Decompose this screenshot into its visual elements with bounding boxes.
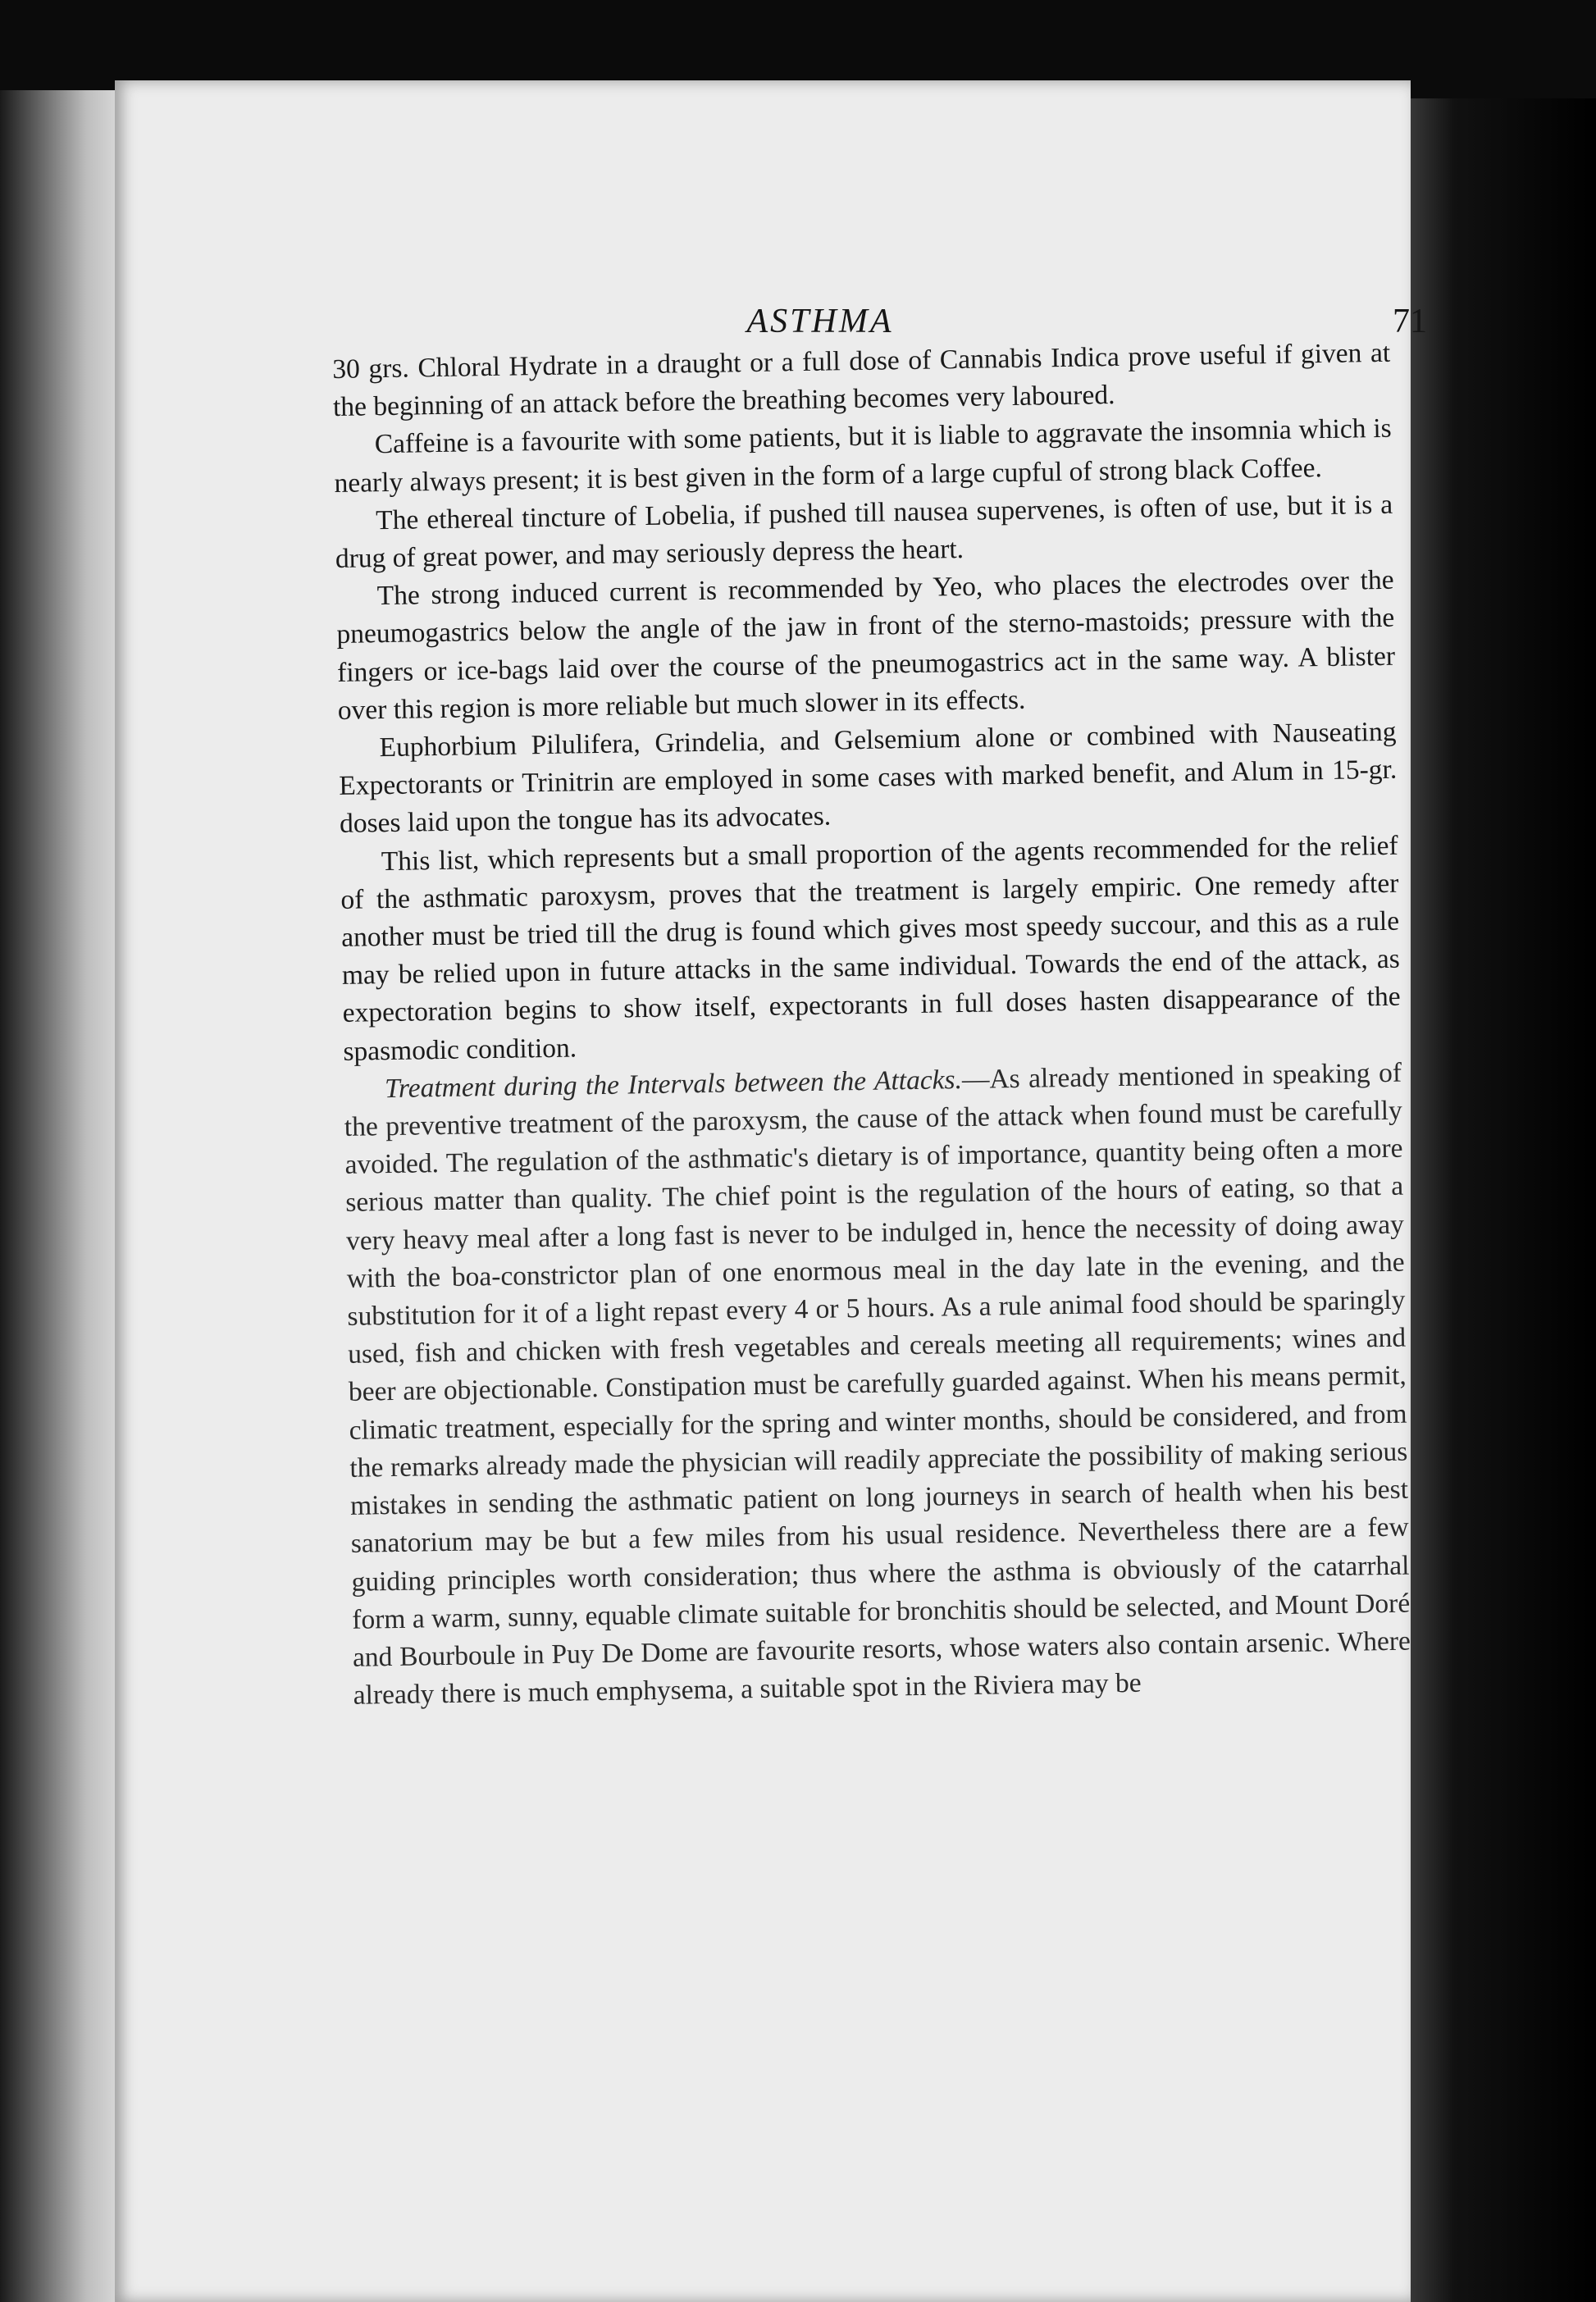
paragraph: Euphorbium Pilulifera, Grindelia, and Gelsemium alone or combined with Nauseating Expectorants or Trinitrin are employed in some cases with marked benefit, and Alum in 15-gr. doses laid upon the tongue has its advocates. — [339, 716, 1398, 840]
paragraph: The strong induced current is recommended by Yeo, who places the electrodes over the pneumogastrics below the angle of the jaw in front of the sterno-mastoids; pressure with the fingers or ice-bags laid over the course of the pneumogastrics act in the same way. A blister over this region is more reliable but much slower in its effects. — [336, 564, 1396, 726]
body-text — [332, 335, 1411, 1715]
side-heading: Treatment during the Intervals between the Attacks. — [384, 1064, 963, 1104]
paragraph-treatment-intervals — [344, 1054, 1411, 1715]
paragraph-body: —As already mentioned in speaking of the preventive treatment of the paroxysm, the cause of the attack when found must be carefully avoided. The regulation of the asthmatic's dietary is of importance, quantity being often a more serious matter than quality. The chief point is the regulation of the hours of eating, so that a very heavy meal after a long fast is never to be indulged in, hence the necessity of doing away with the boa-constrictor plan of one enormous meal in the day late in the evening, and the substitution for it of a light repast every 4 or 5 hours. As a rule animal food should be sparingly used, fish and chicken with fresh vegetables and cereals meeting all requirements; wines and beer are objectionable. Constipation must be carefully guarded against. When his means permit, climatic treatment, especially for the spring and winter months, should be considered, and from the remarks already made the physician will readily appreciate the possibility of making serious mistakes in sending the asthmatic patient on long journeys in search of health when his best sanatorium may be but a few miles from his usual residence. Nevertheless there are a few guiding principles worth consideration; thus where the asthma is obviously of the catarrhal form a warm, sunny, equable climate suitable for bronchitis should be selected, and Mount Doré and Bourboule in Puy De Dome are favourite resorts, whose waters also contain arsenic. Where already there is much emphysema, a suitable spot in the Riviera may be — [344, 1057, 1411, 1711]
paragraph: Caffeine is a favourite with some patients, but it is liable to aggravate the insomnia which is nearly always present; it is best given in the form of a large cupful of strong black Coffee. — [334, 413, 1392, 499]
paragraph: The ethereal tincture of Lobelia, if pushed till nausea supervenes, is often of use, but it is a drug of great power, and may seriously depress the heart. — [335, 489, 1393, 574]
book-page — [115, 80, 1427, 2302]
paragraph: 30 grs. Chloral Hydrate in a draught or a full dose of Cannabis Indica prove useful if given at the beginning of an attack before the breathing becomes very laboured. — [332, 337, 1391, 423]
paragraph: This list, which represents but a small proportion of the agents recommended for the relief of the asthmatic paroxysm, proves that the treatment is largely empiric. One remedy after another must be tried till the drug is found which gives most speedy succour, and this as a rule may be relied upon in future attacks in the same individual. Towards the end of the attack, as expectoration begins to show itself, expectorants in full doses hasten disappearance of the spasmodic condition. — [340, 830, 1401, 1067]
book-edge-right — [1407, 98, 1596, 2302]
page-number: 71 — [1393, 303, 1427, 340]
running-head: ASTHMA — [746, 303, 894, 340]
book-spine-left — [0, 90, 123, 2302]
